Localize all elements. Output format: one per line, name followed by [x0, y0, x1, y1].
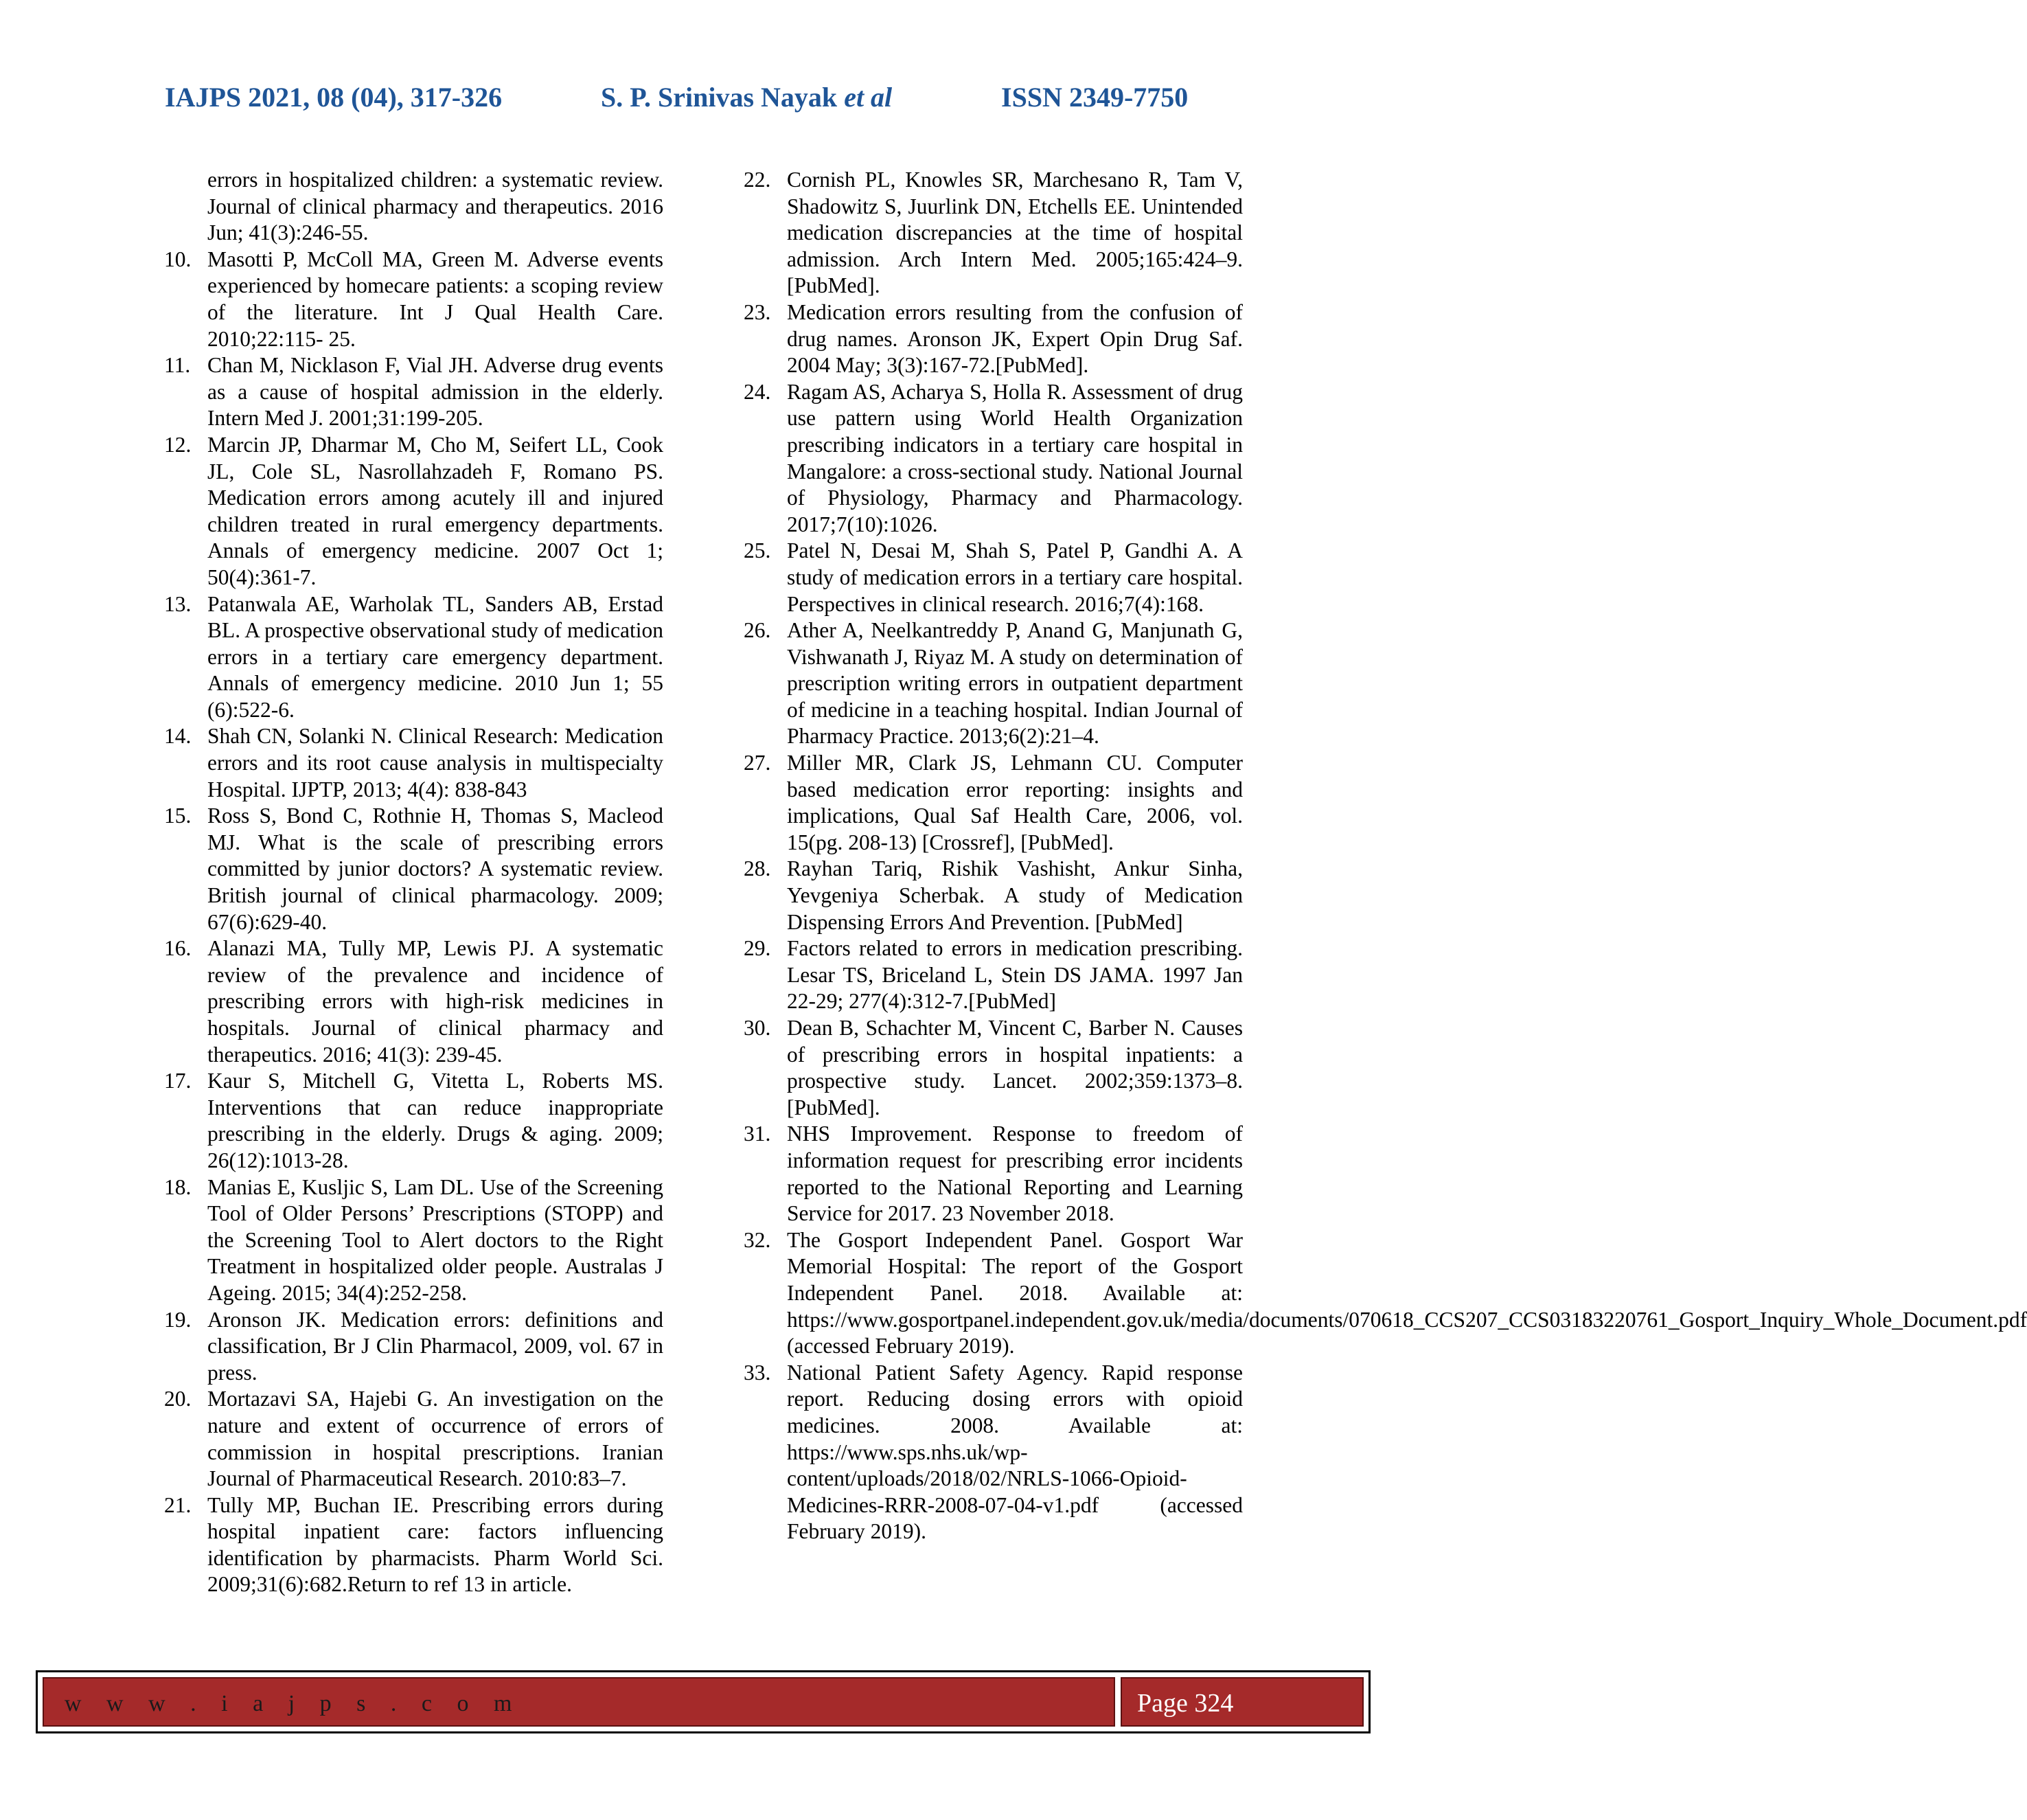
right-column — [744, 167, 2027, 1545]
reference-text: Cornish PL, Knowles SR, Marchesano R, Tam V, Shadowitz S, Juurlink DN, Etchells EE. Unintended medication discrepancies at the time of hospital admission. Arch Intern Med. 2005;165:424–9. [PubMed]. — [787, 168, 1243, 298]
reference-text: Tully MP, Buchan IE. Prescribing errors during hospital inpatient care: factors influencing identification by pharmacists. Pharm World Sci. 2009;31(6):682.Return to ref 13 in article. — [207, 1492, 663, 1597]
reference-item — [746, 935, 1243, 1015]
issn: ISSN 2349-7750 — [1001, 82, 1189, 113]
reference-text: Miller MR, Clark JS, Lehmann CU. Computer based medication error reporting: insights and implications, Qual Saf Health Care, 2006, vol. 15(pg. 208-13) [Crossref], [PubMed]. — [787, 751, 1243, 854]
reference-text: Patel N, Desai M, Shah S, Patel P, Gandhi A. A study of medication errors in a tertiary care hospital. Perspectives in clinical research. 2016;7(4):168. — [787, 538, 1243, 616]
reference-number: 27. — [744, 751, 771, 775]
author-etal: et al — [844, 82, 893, 113]
reference-item — [166, 1492, 663, 1598]
footer-page-bar — [1121, 1677, 1364, 1727]
right-reference-list — [744, 167, 2027, 1545]
reference-item — [746, 379, 1243, 538]
reference-number: 13. — [164, 591, 192, 616]
reference-text: Kaur S, Mitchell G, Vitetta L, Roberts MS. Interventions that can reduce inappropriate prescribing in the elderly. Drugs & aging. 2009; 26(12):1013-28. — [207, 1069, 663, 1172]
reference-text: Patanwala AE, Warholak TL, Sanders AB, Erstad BL. A prospective observational study of medication errors in a tertiary care emergency department. Annals of emergency medicine. 2010 Jun 1; 55 (6):522-6. — [207, 591, 663, 722]
running-header — [0, 81, 1406, 120]
reference-item — [746, 1360, 1243, 1545]
left-column — [166, 167, 663, 1598]
reference-number: 30. — [744, 1016, 771, 1040]
reference-text: Chan M, Nicklason F, Vial JH. Adverse drug events as a cause of hospital admission in the elderly. Intern Med J. 2001;31:199-205. — [207, 353, 663, 431]
reference-item — [166, 591, 663, 724]
reference-text: National Patient Safety Agency. Rapid response report. Reducing dosing errors with opioid medicines. 2008. Available at: https://www.sps.nhs.uk/wp-content/uploads/2018/02/NRLS-1066-Opioid-Medicines-RRR-2008-07-04-v1.pdf (accessed February 2019). — [787, 1360, 1243, 1544]
reference-number: 21. — [164, 1492, 192, 1517]
reference-item — [746, 617, 1243, 750]
reference-number: 12. — [164, 432, 192, 457]
reference-text: Ather A, Neelkantreddy P, Anand G, Manjunath G, Vishwanath J, Riyaz M. A study on determination of prescription writing errors in outpatient department of medicine in a teaching hospital. Indian Journal of Pharmacy Practice. 2013;6(2):21–4. — [787, 618, 1243, 749]
reference-text: Medication errors resulting from the confusion of drug names. Aronson JK, Expert Opin Drug Saf. 2004 May; 3(3):167-72.[PubMed]. — [787, 299, 1243, 378]
reference-item — [166, 1174, 663, 1307]
reference-text: Manias E, Kusljic S, Lam DL. Use of the Screening Tool of Older Persons’ Prescriptions (STOPP) and the Screening Tool to Alert doctors to the Right Treatment in hospitalized older people. Australas J Ageing. 2015; 34(4):252-258. — [207, 1174, 663, 1305]
reference-number: 23. — [744, 299, 771, 324]
footer-website-bar — [43, 1677, 1115, 1727]
reference-text: Shah CN, Solanki N. Clinical Research: Medication errors and its root cause analysis in multispecialty Hospital. IJPTP, 2013; 4(4): 838-843 — [207, 724, 663, 801]
reference-item — [166, 723, 663, 803]
reference-item — [166, 1068, 663, 1174]
reference-text: Aronson JK. Medication errors: definitions and classification, Br J Clin Pharmacol, 2009, vol. 67 in press. — [207, 1307, 663, 1385]
reference-item — [746, 750, 1243, 856]
reference-text: The Gosport Independent Panel. Gosport War Memorial Hospital: The report of the Gosport Independent Panel. 2018. Available at: https://www.gosportpanel.independent.gov.uk/media/documents/070618_CCS207_CCS03183220761_Gosport_Inquiry_Whole_Document.pdf (accessed February 2019). — [787, 1227, 2027, 1358]
reference-number: 18. — [164, 1174, 192, 1199]
reference-continuation: errors in hospitalized children: a systematic review. Journal of clinical pharmacy and therapeutics. 2016 Jun; 41(3):246-55. — [207, 168, 663, 245]
reference-item — [166, 1307, 663, 1387]
reference-text: Masotti P, McColl MA, Green M. Adverse events experienced by homecare patients: a scoping review of the literature. Int J Qual Health Care. 2010;22:115- 25. — [207, 247, 663, 351]
reference-number: 26. — [744, 618, 771, 643]
reference-item — [746, 299, 1243, 379]
reference-text: Dean B, Schachter M, Vincent C, Barber N. Causes of prescribing errors in hospital inpatients: a prospective study. Lancet. 2002;359:1373–8. [PubMed]. — [787, 1016, 1243, 1119]
reference-item — [166, 935, 663, 1068]
reference-number: 19. — [164, 1307, 192, 1332]
reference-number: 11. — [164, 353, 191, 378]
reference-number: 24. — [744, 379, 771, 404]
reference-item — [746, 538, 1243, 617]
reference-item — [166, 432, 663, 591]
reference-item — [166, 352, 663, 432]
reference-item — [746, 856, 1243, 935]
reference-text: Factors related to errors in medication prescribing. Lesar TS, Briceland L, Stein DS JAMA. 1997 Jan 22-29; 277(4):312-7.[PubMed] — [787, 936, 1243, 1014]
left-reference-list — [166, 247, 663, 1598]
reference-number: 17. — [164, 1069, 192, 1093]
reference-number: 28. — [744, 856, 771, 881]
reference-text: Rayhan Tariq, Rishik Vashisht, Ankur Sinha, Yevgeniya Scherbak. A study of Medication Dispensing Errors And Prevention. [PubMed] — [787, 856, 1243, 934]
reference-number: 14. — [164, 724, 192, 749]
reference-text: Mortazavi SA, Hajebi G. An investigation on the nature and extent of occurrence of errors of commission in hospital prescriptions. Iranian Journal of Pharmaceutical Research. 2010:83–7. — [207, 1387, 663, 1491]
reference-number: 32. — [744, 1227, 771, 1252]
reference-number: 31. — [744, 1122, 771, 1146]
reference-number: 22. — [744, 168, 771, 192]
reference-text: Alanazi MA, Tully MP, Lewis PJ. A systematic review of the prevalence and incidence of prescribing errors with high-risk medicines in hospitals. Journal of clinical pharmacy and therapeutics. 2016; 41(3): 239-45. — [207, 936, 663, 1067]
reference-text: Ragam AS, Acharya S, Holla R. Assessment of drug use pattern using World Health Organization prescribing indicators in a tertiary care hospital in Mangalore: a cross-sectional study. National Journal of Physiology, Pharmacy and Pharmacology. 2017;7(10):1026. — [787, 379, 1243, 536]
reference-item — [166, 1386, 663, 1492]
reference-number: 10. — [164, 247, 192, 271]
reference-number: 15. — [164, 804, 192, 828]
reference-text: Marcin JP, Dharmar M, Cho M, Seifert LL, Cook JL, Cole SL, Nasrollahzadeh F, Romano PS. Medication errors among acutely ill and injured children treated in rural emergency departments. Annals of emergency medicine. 2007 Oct 1; 50(4):361-7. — [207, 432, 663, 589]
reference-item — [746, 1015, 1243, 1121]
reference-number: 29. — [744, 936, 771, 961]
reference-item — [166, 247, 663, 352]
website-link[interactable]: w w w . i a j p s . c o m — [65, 1691, 522, 1716]
reference-number: 33. — [744, 1360, 771, 1385]
reference-item — [166, 803, 663, 935]
reference-text: Ross S, Bond C, Rothnie H, Thomas S, Macleod MJ. What is the scale of prescribing errors committed by junior doctors? A systematic review. British journal of clinical pharmacology. 2009; 67(6):629-40. — [207, 804, 663, 934]
journal-citation: IAJPS 2021, 08 (04), 317-326 — [165, 82, 503, 113]
reference-number: 25. — [744, 538, 771, 563]
reference-item — [744, 1227, 2027, 1360]
reference-item — [746, 1121, 1243, 1227]
author-name: S. P. Srinivas Nayak — [601, 82, 845, 113]
page-number: Page 324 — [1137, 1689, 1234, 1718]
reference-number: 20. — [164, 1387, 192, 1411]
author-line — [601, 81, 892, 113]
reference-text: NHS Improvement. Response to freedom of information request for prescribing error incidents reported to the National Reporting and Learning Service for 2017. 23 November 2018. — [787, 1122, 1243, 1226]
footer — [36, 1670, 1371, 1733]
reference-number: 16. — [164, 936, 192, 961]
reference-item — [746, 167, 1243, 299]
